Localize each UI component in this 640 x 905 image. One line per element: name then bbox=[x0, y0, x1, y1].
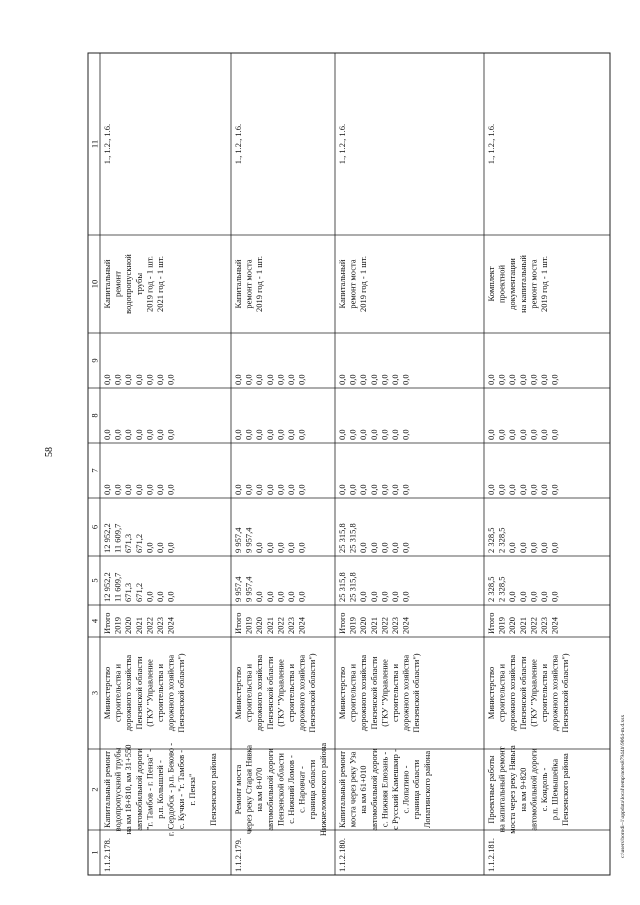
result-line: проектной bbox=[496, 264, 507, 304]
executor-line: строительства и bbox=[112, 663, 123, 723]
value-cell: 0,0 bbox=[264, 374, 275, 385]
value-cell: 0,0 bbox=[347, 374, 358, 385]
value-cell: 0,0 bbox=[275, 542, 286, 553]
indicator-code: 1., 1.2., 1.6. bbox=[102, 123, 112, 165]
executor-line: Пензенской области bbox=[264, 656, 275, 730]
value-cell: 0,0 bbox=[275, 429, 286, 440]
value-cell: 2 328,5 bbox=[486, 576, 496, 602]
result-line: 2019 год - 1 шт. bbox=[358, 256, 369, 312]
executor-line: Министерство bbox=[337, 666, 347, 720]
value-cell: 0,0 bbox=[102, 374, 112, 385]
value-cell: 0,0 bbox=[507, 484, 518, 495]
value-cell: 0,0 bbox=[549, 484, 560, 495]
value-cell: 0,0 bbox=[102, 484, 112, 495]
value-cell: 0,0 bbox=[528, 542, 539, 553]
value-cell: 0,0 bbox=[549, 429, 560, 440]
value-cell: 0,0 bbox=[286, 429, 296, 440]
executor-line: дорожного хозяйства bbox=[165, 654, 176, 732]
value-cell: 0,0 bbox=[165, 591, 176, 602]
indicator-code: 1., 1.2., 1.6. bbox=[233, 123, 243, 165]
value-cell: 2 328,5 bbox=[496, 576, 507, 602]
header-col-10: 10 bbox=[89, 279, 100, 289]
value-cell: 0,0 bbox=[254, 374, 265, 385]
row-number: 1.1.2.181. bbox=[486, 838, 496, 872]
object-name-line: с. Лопатино - bbox=[400, 765, 411, 814]
object-name-line: Пензенского района bbox=[560, 753, 571, 826]
object-name-line: "г. Тамбов - г. Пенза" - bbox=[144, 749, 155, 830]
object-name-line: Нижнеломовского района bbox=[317, 742, 328, 837]
value-cell: 0,0 bbox=[507, 542, 518, 553]
value-cell: 0,0 bbox=[286, 374, 296, 385]
year-label: 2021 bbox=[517, 617, 528, 634]
value-cell: 0,0 bbox=[144, 542, 155, 553]
object-name-line: Пензенской области bbox=[275, 753, 286, 826]
result-line: Капитальный bbox=[337, 259, 347, 309]
value-cell: 0,0 bbox=[517, 591, 528, 602]
year-label: 2024 bbox=[549, 617, 560, 634]
executor-line: дорожного хозяйства bbox=[254, 654, 265, 732]
value-cell: 0,0 bbox=[275, 484, 286, 495]
value-cell: 0,0 bbox=[507, 591, 518, 602]
value-cell: 0,0 bbox=[133, 484, 144, 495]
executor-line: Пензенской области") bbox=[411, 653, 422, 733]
executor-line: дорожного хозяйства bbox=[400, 654, 411, 732]
result-line: Капитальный bbox=[102, 259, 112, 309]
value-cell: 2 328,5 bbox=[496, 527, 507, 553]
indicator-code: 1., 1.2., 1.6. bbox=[486, 123, 496, 165]
value-cell: 11 609,7 bbox=[112, 572, 123, 602]
value-cell: 0,0 bbox=[102, 429, 112, 440]
value-cell: 0,0 bbox=[254, 484, 265, 495]
value-cell: 0,0 bbox=[368, 429, 379, 440]
value-cell: 0,0 bbox=[254, 542, 265, 553]
value-cell: 0,0 bbox=[155, 484, 165, 495]
value-cell: 0,0 bbox=[507, 374, 518, 385]
value-cell: 0,0 bbox=[549, 374, 560, 385]
value-cell: 0,0 bbox=[264, 591, 275, 602]
value-cell: 0,0 bbox=[496, 484, 507, 495]
object-name-line: автомобильной дороги bbox=[528, 748, 539, 831]
value-cell: 25 315,8 bbox=[337, 523, 347, 553]
value-cell: 0,0 bbox=[539, 429, 549, 440]
year-label: 2020 bbox=[254, 617, 265, 634]
year-label: Итого bbox=[486, 612, 496, 634]
value-cell: 0,0 bbox=[144, 429, 155, 440]
year-label: 2021 bbox=[368, 617, 379, 634]
value-cell: 25 315,8 bbox=[347, 572, 358, 602]
executor-line: Министерство bbox=[102, 666, 112, 720]
value-cell: 0,0 bbox=[233, 374, 243, 385]
header-col-2: 2 bbox=[89, 787, 100, 792]
value-cell: 0,0 bbox=[400, 542, 411, 553]
executor-line: (ГКУ "Управление bbox=[528, 659, 539, 727]
year-label: 2021 bbox=[264, 617, 275, 634]
year-label: 2023 bbox=[155, 617, 165, 634]
value-cell: 0,0 bbox=[400, 429, 411, 440]
year-label: 2024 bbox=[165, 617, 176, 634]
header-col-6: 6 bbox=[89, 524, 100, 530]
value-cell: 0,0 bbox=[155, 429, 165, 440]
value-cell: 0,0 bbox=[358, 542, 369, 553]
executor-line: Министерство bbox=[486, 666, 496, 720]
value-cell: 0,0 bbox=[133, 429, 144, 440]
value-cell: 0,0 bbox=[337, 429, 347, 440]
year-label: 2020 bbox=[358, 617, 369, 634]
row-number: 1.1.2.179. bbox=[233, 838, 243, 872]
result-line: документации bbox=[507, 258, 518, 310]
value-cell: 0,0 bbox=[123, 374, 134, 385]
value-cell: 0,0 bbox=[400, 591, 411, 602]
object-name-line: с. Нижняя Елюзань - bbox=[379, 751, 390, 828]
year-label: 2019 bbox=[496, 617, 507, 634]
value-cell: 0,0 bbox=[347, 484, 358, 495]
value-cell: 0,0 bbox=[123, 429, 134, 440]
object-name-line: граница области bbox=[307, 759, 318, 820]
value-cell: 12 952,2 bbox=[102, 523, 112, 553]
value-cell: 0,0 bbox=[112, 484, 123, 495]
value-cell: 12 952,2 bbox=[102, 572, 112, 602]
value-cell: 0,0 bbox=[296, 484, 307, 495]
indicator-code: 1., 1.2., 1.6. bbox=[337, 123, 347, 165]
value-cell: 0,0 bbox=[286, 542, 296, 553]
result-line: Комплект bbox=[486, 266, 496, 302]
value-cell: 0,0 bbox=[390, 542, 400, 553]
object-name-line: моста через реку Уза bbox=[347, 751, 358, 828]
value-cell: 0,0 bbox=[264, 542, 275, 553]
executor-line: Министерство bbox=[233, 666, 243, 720]
value-cell: 0,0 bbox=[286, 591, 296, 602]
value-cell: 0,0 bbox=[379, 429, 390, 440]
value-cell: 0,0 bbox=[486, 484, 496, 495]
executor-line: строительства и bbox=[286, 663, 296, 723]
value-cell: 671,2 bbox=[133, 533, 144, 553]
value-cell: 0,0 bbox=[486, 429, 496, 440]
object-name-line: Пензенского района bbox=[208, 753, 218, 826]
executor-line: Пензенской области") bbox=[307, 653, 318, 733]
header-col-5: 5 bbox=[89, 578, 100, 583]
header-col-11: 11 bbox=[89, 139, 100, 149]
year-label: 2020 bbox=[123, 617, 134, 634]
year-label: 2019 bbox=[243, 617, 254, 634]
year-label: 2019 bbox=[112, 617, 123, 634]
object-name-line: г. Сердобск - р.п. Беково - bbox=[165, 742, 176, 837]
year-label: 2022 bbox=[528, 617, 539, 634]
result-line: на капитальный bbox=[517, 255, 528, 313]
year-label: 2024 bbox=[400, 617, 411, 634]
year-label: 2022 bbox=[144, 617, 155, 634]
value-cell: 0,0 bbox=[517, 374, 528, 385]
executor-line: дорожного хозяйства bbox=[507, 654, 518, 732]
value-cell: 0,0 bbox=[123, 484, 134, 495]
year-label: 2021 bbox=[133, 617, 144, 634]
value-cell: 0,0 bbox=[233, 484, 243, 495]
value-cell: 0,0 bbox=[155, 542, 165, 553]
executor-line: дорожного хозяйства bbox=[123, 654, 134, 732]
value-cell: 0,0 bbox=[155, 591, 165, 602]
value-cell: 0,0 bbox=[528, 484, 539, 495]
object-name-line: Лопатинского района bbox=[421, 750, 432, 829]
value-cell: 0,0 bbox=[347, 429, 358, 440]
header-col-4: 4 bbox=[89, 618, 100, 624]
year-label: Итого bbox=[233, 612, 243, 634]
executor-line: Пензенской области") bbox=[560, 653, 571, 733]
footer-path: c:\users\borodi~1\appdata\local\temp\notes87944b\9064-m.d.xsx bbox=[620, 714, 626, 858]
object-name-line: с. Наровчат - bbox=[296, 766, 307, 813]
value-cell: 0,0 bbox=[517, 429, 528, 440]
executor-line: строительства и bbox=[243, 663, 254, 723]
result-line: ремонт моста bbox=[243, 259, 254, 309]
value-cell: 0,0 bbox=[296, 591, 307, 602]
value-cell: 9 957,4 bbox=[243, 527, 254, 553]
value-cell: 0,0 bbox=[390, 429, 400, 440]
result-line: трубы bbox=[133, 272, 144, 296]
header-col-3: 3 bbox=[89, 690, 100, 696]
value-cell: 0,0 bbox=[144, 591, 155, 602]
value-cell: 0,0 bbox=[286, 484, 296, 495]
value-cell: 0,0 bbox=[390, 374, 400, 385]
value-cell: 0,0 bbox=[165, 429, 176, 440]
object-name-line: р.п. Шемышейка bbox=[549, 758, 560, 821]
value-cell: 0,0 bbox=[528, 591, 539, 602]
object-name-line: с Русский Камешкир - bbox=[390, 749, 400, 830]
executor-line: Пензенской области") bbox=[176, 653, 187, 733]
object-name-line: автомобильной дороги bbox=[264, 748, 275, 831]
row-number: 1.1.2.178. bbox=[102, 838, 112, 872]
value-cell: 0,0 bbox=[539, 591, 549, 602]
result-line: 2019 год - 1 шт. bbox=[144, 256, 155, 312]
value-cell: 0,0 bbox=[337, 374, 347, 385]
result-line: водопропускной bbox=[123, 254, 134, 314]
value-cell: 0,0 bbox=[368, 591, 379, 602]
year-label: Итого bbox=[102, 612, 112, 634]
executor-line: строительства и bbox=[390, 663, 400, 723]
executor-line: (ГКУ "Управление bbox=[275, 659, 286, 727]
value-cell: 671,2 bbox=[133, 582, 144, 602]
value-cell: 0,0 bbox=[539, 374, 549, 385]
value-cell: 0,0 bbox=[243, 429, 254, 440]
value-cell: 0,0 bbox=[379, 484, 390, 495]
executor-line: дорожного хозяйства bbox=[296, 654, 307, 732]
executor-line: Пензенской области bbox=[133, 656, 144, 730]
value-cell: 0,0 bbox=[264, 429, 275, 440]
object-name-line: водопропускной трубы bbox=[112, 747, 123, 832]
value-cell: 0,0 bbox=[368, 484, 379, 495]
result-line: Капитальный bbox=[233, 259, 243, 309]
object-name-line: р.п. Колышлей - bbox=[155, 760, 165, 819]
executor-line: Пензенской области bbox=[368, 656, 379, 730]
value-cell: 0,0 bbox=[528, 429, 539, 440]
executor-line: строительства и bbox=[539, 663, 549, 723]
year-label: 2023 bbox=[539, 617, 549, 634]
value-cell: 0,0 bbox=[243, 374, 254, 385]
value-cell: 0,0 bbox=[507, 429, 518, 440]
value-cell: 0,0 bbox=[296, 542, 307, 553]
value-cell: 0,0 bbox=[390, 484, 400, 495]
value-cell: 0,0 bbox=[254, 429, 265, 440]
value-cell: 0,0 bbox=[133, 374, 144, 385]
year-label: 2023 bbox=[286, 617, 296, 634]
object-name-line: Капитальный ремонт bbox=[102, 751, 112, 828]
value-cell: 0,0 bbox=[144, 484, 155, 495]
value-cell: 0,0 bbox=[517, 542, 528, 553]
value-cell: 0,0 bbox=[400, 484, 411, 495]
value-cell: 9 957,4 bbox=[243, 576, 254, 602]
object-name-line: с. Кучки - "г. Тамбов - bbox=[176, 749, 187, 830]
value-cell: 0,0 bbox=[379, 542, 390, 553]
executor-line: (ГКУ "Управление bbox=[379, 659, 390, 727]
year-label: 2020 bbox=[507, 617, 518, 634]
value-cell: 11 609,7 bbox=[112, 523, 123, 553]
executor-line: Пензенской области bbox=[517, 656, 528, 730]
object-name-line: с. Кондоль - bbox=[539, 767, 549, 812]
value-cell: 671,3 bbox=[123, 533, 134, 553]
value-cell: 0,0 bbox=[539, 484, 549, 495]
value-cell: 0,0 bbox=[296, 374, 307, 385]
value-cell: 0,0 bbox=[539, 542, 549, 553]
value-cell: 0,0 bbox=[243, 484, 254, 495]
value-cell: 0,0 bbox=[165, 484, 176, 495]
value-cell: 0,0 bbox=[358, 429, 369, 440]
year-label: 2024 bbox=[296, 617, 307, 634]
result-line: ремонт моста bbox=[347, 259, 358, 309]
value-cell: 0,0 bbox=[165, 374, 176, 385]
value-cell: 0,0 bbox=[549, 591, 560, 602]
value-cell: 0,0 bbox=[549, 542, 560, 553]
value-cell: 0,0 bbox=[358, 374, 369, 385]
row-number: 1.1.2.180. bbox=[337, 838, 347, 872]
result-line: 2019 год - 1 шт. bbox=[254, 256, 265, 312]
executor-line: (ГКУ "Управление bbox=[144, 659, 155, 727]
value-cell: 0,0 bbox=[400, 374, 411, 385]
header-col-7: 7 bbox=[89, 468, 100, 473]
value-cell: 0,0 bbox=[379, 374, 390, 385]
value-cell: 671,3 bbox=[123, 582, 134, 602]
object-name-line: на км 8+070 bbox=[254, 767, 265, 812]
year-label: Итого bbox=[337, 612, 347, 634]
year-label: 2019 bbox=[347, 617, 358, 634]
year-label: 2022 bbox=[275, 617, 286, 634]
value-cell: 0,0 bbox=[155, 374, 165, 385]
value-cell: 0,0 bbox=[275, 591, 286, 602]
executor-line: строительства и bbox=[155, 663, 165, 723]
object-name-line: г. Пенза" bbox=[186, 773, 197, 806]
value-cell: 0,0 bbox=[337, 484, 347, 495]
value-cell: 0,0 bbox=[264, 484, 275, 495]
value-cell: 25 315,8 bbox=[337, 572, 347, 602]
object-name-line: на км 9+820 bbox=[517, 767, 528, 812]
executor-line: дорожного хозяйства bbox=[549, 654, 560, 732]
value-cell: 0,0 bbox=[358, 591, 369, 602]
value-cell: 2 328,5 bbox=[486, 527, 496, 553]
value-cell: 0,0 bbox=[254, 591, 265, 602]
header-col-8: 8 bbox=[89, 413, 100, 418]
value-cell: 0,0 bbox=[496, 374, 507, 385]
value-cell: 0,0 bbox=[296, 429, 307, 440]
value-cell: 0,0 bbox=[112, 429, 123, 440]
value-cell: 0,0 bbox=[517, 484, 528, 495]
header-col-1: 1 bbox=[89, 850, 100, 855]
object-name-line: на км 61+010 bbox=[358, 765, 369, 814]
roadwork-table bbox=[88, 53, 610, 875]
executor-line: дорожного хозяйства bbox=[358, 654, 369, 732]
value-cell: 0,0 bbox=[368, 374, 379, 385]
value-cell: 25 315,8 bbox=[347, 523, 358, 553]
object-name-line: с. Нижний Ломов - bbox=[286, 755, 296, 824]
value-cell: 0,0 bbox=[233, 429, 243, 440]
value-cell: 0,0 bbox=[496, 429, 507, 440]
executor-line: строительства и bbox=[496, 663, 507, 723]
year-label: 2022 bbox=[379, 617, 390, 634]
result-line: ремонт bbox=[112, 271, 123, 297]
year-label: 2023 bbox=[390, 617, 400, 634]
value-cell: 0,0 bbox=[486, 374, 496, 385]
object-name-line: автомобильной дороги bbox=[368, 748, 379, 831]
page-number: 58 bbox=[44, 447, 55, 457]
object-name-line: через реку Старая Нявка bbox=[243, 744, 254, 835]
value-cell: 0,0 bbox=[358, 484, 369, 495]
value-cell: 9 957,4 bbox=[233, 527, 243, 553]
value-cell: 0,0 bbox=[528, 374, 539, 385]
value-cell: 0,0 bbox=[112, 374, 123, 385]
value-cell: 9 957,4 bbox=[233, 576, 243, 602]
object-name-line: Капитальный ремонт bbox=[337, 751, 347, 828]
executor-line: строительства и bbox=[347, 663, 358, 723]
object-name-line: Ремонт моста bbox=[233, 764, 243, 815]
object-name-line: автомобильной дороги bbox=[133, 748, 144, 831]
result-line: 2019 год - 1 шт. bbox=[539, 256, 549, 312]
object-name-line: на капитальный ремонт bbox=[496, 746, 507, 833]
result-line: 2021 год - 1 шт. bbox=[155, 256, 165, 312]
value-cell: 0,0 bbox=[275, 374, 286, 385]
object-name-line: граница области bbox=[411, 759, 422, 820]
value-cell: 0,0 bbox=[144, 374, 155, 385]
object-name-line: Проектные работы bbox=[486, 755, 496, 824]
header-col-9: 9 bbox=[89, 358, 100, 363]
result-line: ремонт моста bbox=[528, 259, 539, 309]
value-cell: 0,0 bbox=[368, 542, 379, 553]
object-name-line: на км 18+810, км 31+550 bbox=[123, 744, 134, 835]
object-name-line: моста через реку Нявьга bbox=[507, 745, 518, 834]
value-cell: 0,0 bbox=[390, 591, 400, 602]
value-cell: 0,0 bbox=[165, 542, 176, 553]
value-cell: 0,0 bbox=[379, 591, 390, 602]
